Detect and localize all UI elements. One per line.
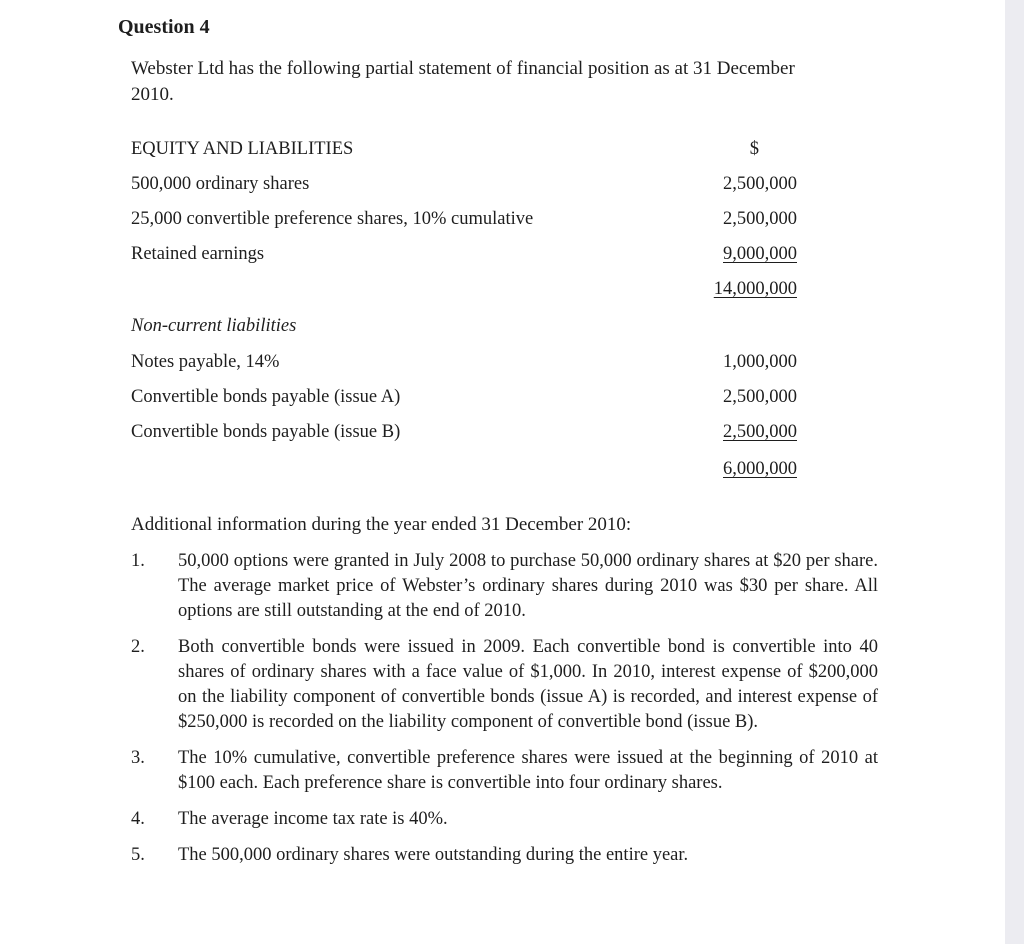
equity-total: 14,000,000 <box>713 279 797 299</box>
item-text: 50,000 options were granted in July 2008 to purchase 50,000 ordinary shares at $20 per share. The average market price of Webster’s ordinary shares during 2010 was $30 per share. All options are still outstanding at the end of 2010. <box>178 551 878 621</box>
row-label: Convertible bonds payable (issue A) <box>131 387 401 407</box>
list-item <box>131 635 878 735</box>
item-number: 4. <box>131 809 145 829</box>
additional-info-list <box>131 549 878 879</box>
row-amount: 2,500,000 <box>723 174 797 194</box>
list-item <box>131 843 878 868</box>
table-row <box>131 209 797 233</box>
item-number: 1. <box>131 551 145 571</box>
liabilities-heading: Non-current liabilities <box>131 316 297 336</box>
table-row <box>131 422 797 446</box>
row-label: Notes payable, 14% <box>131 352 280 372</box>
row-amount: 2,500,000 <box>723 209 797 229</box>
equity-header-row <box>131 139 797 163</box>
equity-heading: EQUITY AND LIABILITIES <box>131 139 354 159</box>
row-amount: 2,500,000 <box>723 422 797 442</box>
scrollbar-track[interactable] <box>1005 0 1024 944</box>
currency-label: $ <box>749 139 759 159</box>
item-number: 3. <box>131 748 145 768</box>
table-row <box>131 174 797 198</box>
row-amount: 2,500,000 <box>723 387 797 407</box>
row-label: Retained earnings <box>131 244 265 264</box>
list-item <box>131 807 878 832</box>
table-row <box>131 244 797 268</box>
row-label: Convertible bonds payable (issue B) <box>131 422 401 442</box>
intro-text: Webster Ltd has the following partial statement of financial position as at 31 December 2010. <box>131 58 795 105</box>
table-row <box>131 387 797 411</box>
item-number: 5. <box>131 845 145 865</box>
item-text: Both convertible bonds were issued in 2009. Each convertible bond is convertible into 40 shares of ordinary shares with a face value of $1,000. In 2010, interest expense of $200,000 on the liability component of convertible bonds (issue A) is recorded, and interest expense of $250,000 is recorded on the liability component of convertible bond (issue B). <box>178 637 878 732</box>
item-text: The 10% cumulative, convertible preference shares were issued at the beginning of 2010 at $100 each. Each preference share is convertible into four ordinary shares. <box>178 748 878 793</box>
row-label: 500,000 ordinary shares <box>131 174 310 194</box>
row-amount: 1,000,000 <box>723 352 797 372</box>
row-amount: 9,000,000 <box>723 244 797 264</box>
list-item <box>131 549 878 624</box>
row-label: 25,000 convertible preference shares, 10% cumulative <box>131 209 534 229</box>
list-item <box>131 746 878 796</box>
table-row <box>131 352 797 376</box>
liabilities-total: 6,000,000 <box>723 459 797 479</box>
question-title: Question 4 <box>118 16 210 38</box>
item-number: 2. <box>131 637 145 657</box>
additional-info-heading: Additional information during the year ended 31 December 2010: <box>131 514 632 535</box>
item-text: The average income tax rate is 40%. <box>178 809 448 829</box>
equity-total-row <box>131 279 797 303</box>
liabilities-header-row <box>131 316 797 340</box>
item-text: The 500,000 ordinary shares were outstanding during the entire year. <box>178 845 689 865</box>
liabilities-total-row <box>131 459 797 483</box>
